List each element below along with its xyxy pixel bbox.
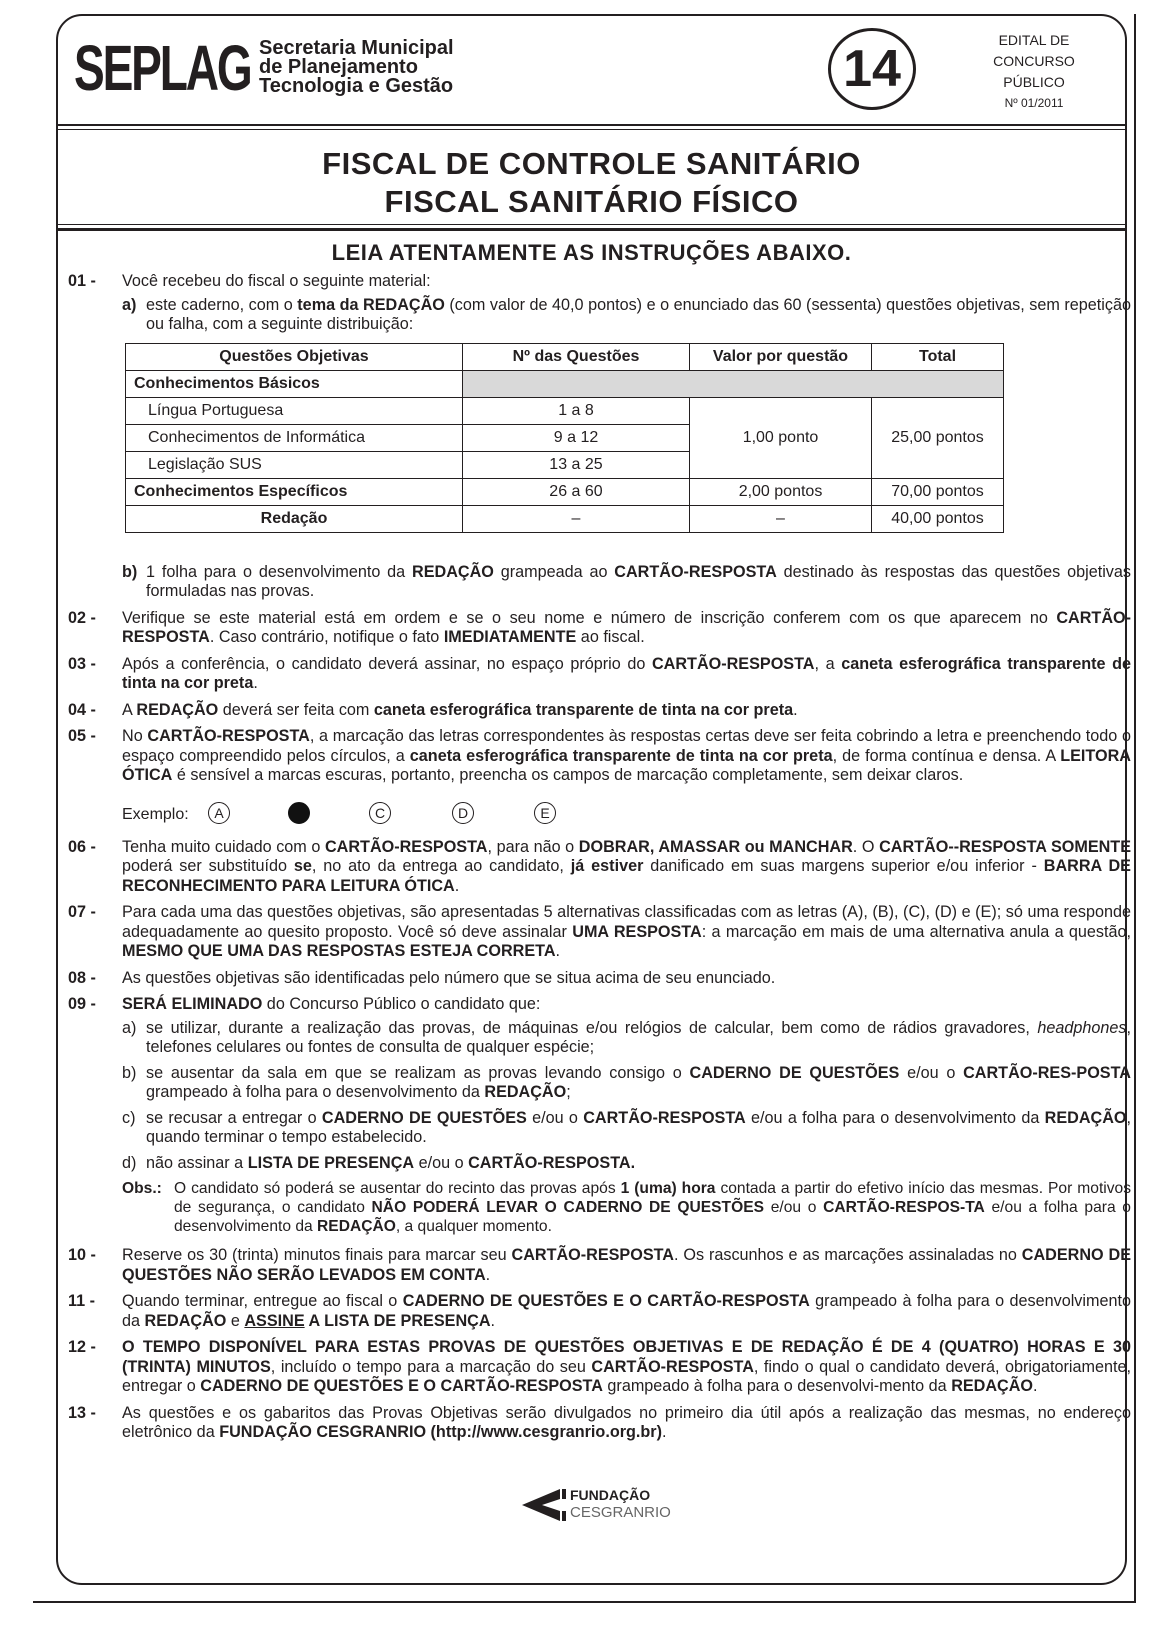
logo-line-1: FUNDAÇÃO: [570, 1487, 651, 1503]
table-row: Conhecimentos de Informática 9 a 12: [126, 424, 1004, 451]
answer-example: Exemplo: A C D E: [122, 802, 1131, 828]
divider: [58, 129, 1125, 130]
instructions-body: [68, 272, 1131, 1450]
divider: [58, 124, 1125, 126]
instruction-09a: a) se utilizar, durante a realização das provas, de máquinas e/ou relógios de calcular, bem como de rádios gravadores, headphones, telefones celulares ou fontes de consulta de qualquer espécie;: [122, 1018, 1131, 1056]
instruction-11: 11 - Quando terminar, entregue ao fiscal o CADERNO DE QUESTÕES E O CARTÃO-RESPOSTA grampeado à folha para o desenvolvimento da REDAÇÃO e ASSINE A LISTA DE PRESENÇA.: [68, 1292, 1131, 1330]
bubble-b-filled: [288, 802, 310, 824]
instruction-10: 10 - Reserve os 30 (trinta) minutos finais para marcar seu CARTÃO-RESPOSTA. Os rascunhos e as marcações assinaladas no CADERNO DE QUESTÕES NÃO SERÃO LEVADOS EM CONTA.: [68, 1246, 1131, 1284]
instruction-07: 07 - Para cada uma das questões objetivas, são apresentadas 5 alternativas classificadas com as letras (A), (B), (C), (D) e (E); só uma responde adequadamente ao quesito proposto. Você só deve assinalar UMA RESPOSTA: a marcação em mais de uma alternativa anula a questão, MESMO QUE UMA DAS RESPOSTAS ESTEJA CORRETA.: [68, 903, 1132, 960]
distribution-table: [125, 343, 1004, 533]
divider: [58, 224, 1125, 225]
table-row: Redação – – 40,00 pontos: [126, 505, 1004, 532]
instruction-09b: b) se ausentar da sala em que se realizam as provas levando consigo o CADERNO DE QUESTÕES e/ou o CARTÃO-RES-POSTA grampeado à folha para o desenvolvimento da REDAÇÃO;: [122, 1063, 1131, 1101]
instruction-09d: d) não assinar a LISTA DE PRESENÇA e/ou o CARTÃO-RESPOSTA.: [122, 1153, 636, 1172]
header: [58, 16, 1125, 134]
observation: Obs.: O candidato só poderá se ausentar do recinto das provas após 1 (uma) hora contada a partir do efetivo início das mesmas. Por motivos de segurança, o candidato NÃO PODERÁ LEVAR O CADERNO DE QUESTÕES e/ou o CARTÃO-RESPOS-TA e/ou a folha para o desenvolvimento da REDAÇÃO, a qualquer momento.: [122, 1180, 1132, 1235]
secretaria-name: Secretaria Municipal de Planejamento Tecnologia e Gestão: [259, 37, 454, 97]
divider: [58, 228, 1125, 231]
table-row: Conhecimentos Básicos: [126, 370, 1004, 397]
instruction-06: 06 - Tenha muito cuidado com o CARTÃO-RESPOSTA, para não o DOBRAR, AMASSAR ou MANCHAR. O CARTÃO--RESPOSTA SOMENTE poderá ser substituído se, no ato da entrega ao candidato, já estiver danificado em suas margens superior e/ou inferior - BARRA DE RECONHECIMENTO PARA LEITURA ÓTICA.: [68, 837, 1131, 895]
page-title: FISCAL DE CONTROLE SANITÁRIO FISCAL SANITÁRIO FÍSICO: [322, 146, 861, 219]
table-header-row: Questões Objetivas Nº das Questões Valor por questão Total: [126, 343, 1004, 370]
table-row: Conhecimentos Específicos 26 a 60 2,00 pontos 70,00 pontos: [126, 478, 1004, 505]
instruction-09: 09 - SERÁ ELIMINADO do Concurso Público o candidato que: a) se utilizar, durante a realização das provas, de máquinas e/ou relógios de calcular, bem como de rádios gravadores, headphones, telefones celulares ou fontes de consulta de qualquer espécie; b) se ausentar da sala em que se realizam as provas levando consigo o CADERNO DE QUESTÕES e/ou o CARTÃO-RES-POSTA grampeado à folha para o desenvolvimento da REDAÇÃO; c) se recusar a entregar o CADERNO DE QUESTÕES e/ou o CARTÃO-RESPOSTA e/ou a folha para o desenvolvimento da REDAÇÃO, quando terminar o tempo estabelecido. d) não assinar a LISTA DE PRESENÇA e/ou o CARTÃO-RESPOSTA. Obs.: O candidato só poderá se ausentar do recinto das provas após 1 (uma) hora contada a partir do efetivo início das mesmas. Por motivos de segurança, o candidato NÃO PODERÁ LEVAR O CADERNO DE QUESTÕES e/ou o CARTÃO-RESPOS-TA e/ou a folha para o desenvolvimento da REDAÇÃO, a qualquer momento.: [68, 995, 1132, 1235]
instruction-12: 12 - O TEMPO DISPONÍVEL PARA ESTAS PROVAS DE QUESTÕES OBJETIVAS E DE REDAÇÃO É DE 4 (QUATRO) HORAS E 30 (TRINTA) MINUTOS, incluído o tempo para a marcação do seu CARTÃO-RESPOSTA, findo o qual o candidato deverá, obrigatoriamente, entregar o CADERNO DE QUESTÕES E O CARTÃO-RESPOSTA grampeado à folha para o desenvolvi-mento da REDAÇÃO.: [68, 1338, 1131, 1395]
instruction-04: 04 - A REDAÇÃO deverá ser feita com caneta esferográfica transparente de tinta na cor preta.: [68, 700, 798, 719]
instruction-09c: c) se recusar a entregar o CADERNO DE QUESTÕES e/ou o CARTÃO-RESPOSTA e/ou a folha para o desenvolvimento da REDAÇÃO, quando terminar o tempo estabelecido.: [122, 1108, 1131, 1146]
table-row: Legislação SUS 13 a 25: [126, 451, 1004, 478]
instruction-13: 13 - As questões e os gabaritos das Provas Objetivas serão divulgados no primeiro dia útil após a realização das mesmas, no endereço eletrônico da FUNDAÇÃO CESGRANRIO (http://www.cesgranrio.org.br).: [68, 1403, 1131, 1441]
instruction-01b: b) 1 folha para o desenvolvimento da REDAÇÃO grampeada ao CARTÃO-RESPOSTA destinado às respostas das questões objetivas formuladas nas provas.: [122, 562, 1131, 600]
instruction-08: 08 - As questões objetivas são identificadas pelo número que se situa acima de seu enunciado.: [68, 968, 776, 987]
bubble-e: E: [534, 802, 556, 824]
bubble-c: C: [369, 802, 391, 824]
table-row: Língua Portuguesa 1 a 8 1,00 ponto 25,00 pontos: [126, 397, 1004, 424]
logo-line-2: CESGRANRIO: [570, 1504, 671, 1521]
seplag-logo: SEPLAG: [74, 32, 251, 104]
instructions-heading: LEIA ATENTAMENTE AS INSTRUÇÕES ABAIXO.: [331, 240, 852, 265]
instruction-03: 03 - Após a conferência, o candidato deverá assinar, no espaço próprio do CARTÃO-RESPOSTA, a caneta esferográfica transparente de tinta na cor preta.: [68, 654, 1131, 692]
cesgranrio-mark-icon: [520, 1487, 568, 1523]
bubble-a: A: [208, 802, 230, 824]
instruction-05: 05 - No CARTÃO-RESPOSTA, a marcação das letras correspondentes às respostas certas deve ser feita cobrindo a letra e preenchendo todo o espaço compreendido pelos círculos, a caneta esferográfica transparente de tinta na cor preta, de forma contínua e densa. A LEITORA ÓTICA é sensível a marcas escuras, portanto, preencha os campos de marcação completamente, sem deixar claros.: [68, 727, 1131, 784]
cesgranrio-logo: [520, 1485, 671, 1525]
edital-info: EDITAL DE CONCURSO PÚBLICO Nº 01/2011: [993, 32, 1075, 110]
instruction-01a: a) este caderno, com o tema da REDAÇÃO (com valor de 40,0 pontos) e o enunciado das 60 (sessenta) questões objetivas, sem repetição ou falha, com a seguinte distribuição:: [122, 295, 1132, 333]
booklet-number: 14: [828, 28, 916, 110]
instruction-01: 01 - Você recebeu do fiscal o seguinte material: a) este caderno, com o tema da REDAÇÃO (com valor de 40,0 pontos) e o enunciado das 60 (sessenta) questões objetivas, sem repetição ou falha, com a seguinte distribuição: Questões Objetivas Nº das Questões Valor por questão Total Conhecimentos Básicos Língua Portuguesa 1 a 8 1,00 ponto 25,00 pontos Conhecimentos de Informática 9 a 12 Legislação SUS 13 a 25 Conhecimentos Específicos 26 a 60 2,00 pontos 70,00 pontos Redação – – 40,00 pontos b) 1 folha para o desenvolvimento da REDAÇÃO grampeada ao CARTÃO-RESPOSTA destinado às respostas das questões objetivas formuladas nas provas.: [68, 272, 1132, 600]
instruction-02: 02 - Verifique se este material está em ordem e se o seu nome e número de inscrição conferem com os que aparecem no CARTÃO-RESPOSTA. Caso contrário, notifique o fato IMEDIATAMENTE ao fiscal.: [68, 608, 1131, 646]
bubble-d: D: [452, 802, 474, 824]
